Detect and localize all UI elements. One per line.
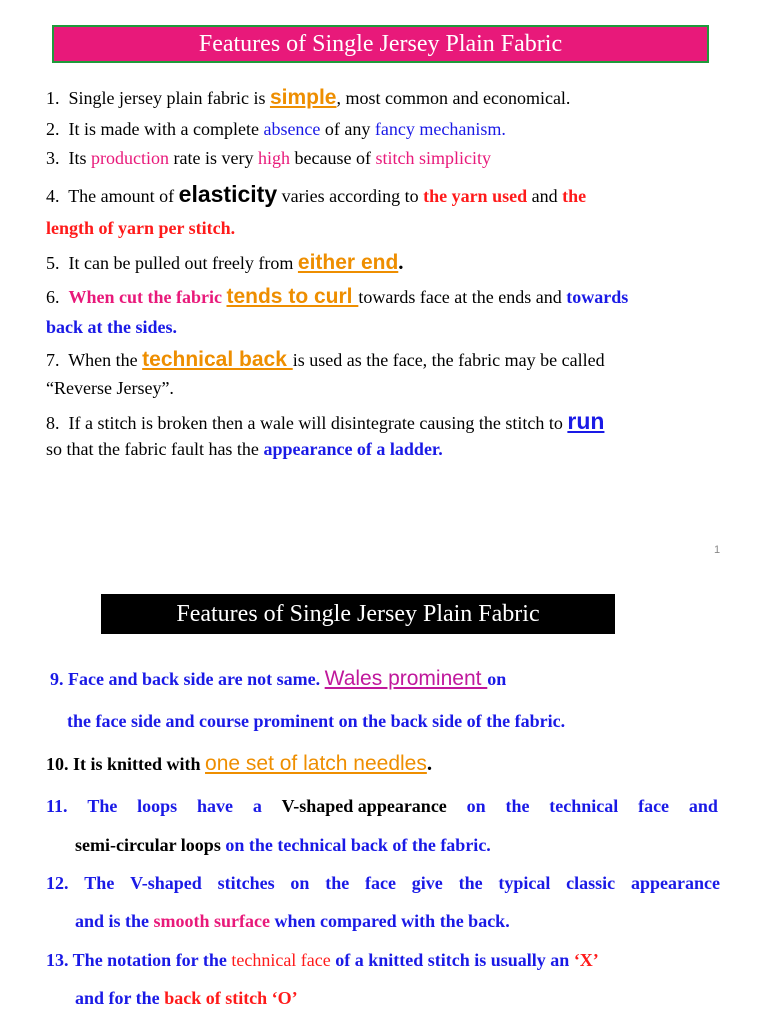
page-number: 1 [714, 544, 721, 556]
item-8: 8. If a stitch is broken then a wale will disintegrate causing the stitch to run [46, 408, 605, 434]
item-13: 13. The notation for the technical face of a knitted stitch is usually an ‘X’ [46, 950, 599, 970]
item-4: 4. The amount of elasticity varies according to the yarn used and the [46, 181, 587, 207]
item-10: 10. It is knitted with one set of latch needles. [46, 751, 433, 775]
item-5: 5. It can be pulled out freely from either end. [46, 250, 404, 274]
item-9: 9. Face and back side are not same. Wales prominent on [50, 667, 507, 690]
item-12: 12. The V-shaped stitches on the face give the typical classic appearance [46, 873, 720, 893]
item-4-cont: length of yarn per stitch. [46, 218, 236, 238]
item-6-cont: back at the sides. [46, 317, 178, 337]
item-7-cont: “Reverse Jersey”. [46, 378, 174, 398]
item-9-cont: the face side and course prominent on the back side of the fabric. [67, 711, 566, 731]
item-8-cont: so that the fabric fault has the appearance of a ladder. [46, 439, 443, 459]
slide1-title: Features of Single Jersey Plain Fabric [52, 25, 709, 63]
item-7: 7. When the technical back is used as the face, the fabric may be called [46, 348, 605, 371]
item-11: 11. The loops have a V-shaped appearance on the technical face and [46, 796, 718, 816]
item-13-cont: and for the back of stitch ‘O’ [75, 988, 298, 1008]
item-2: 2. It is made with a complete absence of any fancy mechanism. [46, 119, 506, 139]
slide2-title: Features of Single Jersey Plain Fabric [101, 594, 615, 634]
item-3: 3. Its production rate is very high because of stitch simplicity [46, 148, 491, 168]
item-12-cont: and is the smooth surface when compared with the back. [75, 911, 510, 931]
item-6: 6. When cut the fabric tends to curl towards face at the ends and towards [46, 285, 629, 308]
item-11-cont: semi-circular loops on the technical back of the fabric. [75, 835, 491, 855]
item-1: 1. Single jersey plain fabric is simple, most common and economical. [46, 86, 571, 109]
